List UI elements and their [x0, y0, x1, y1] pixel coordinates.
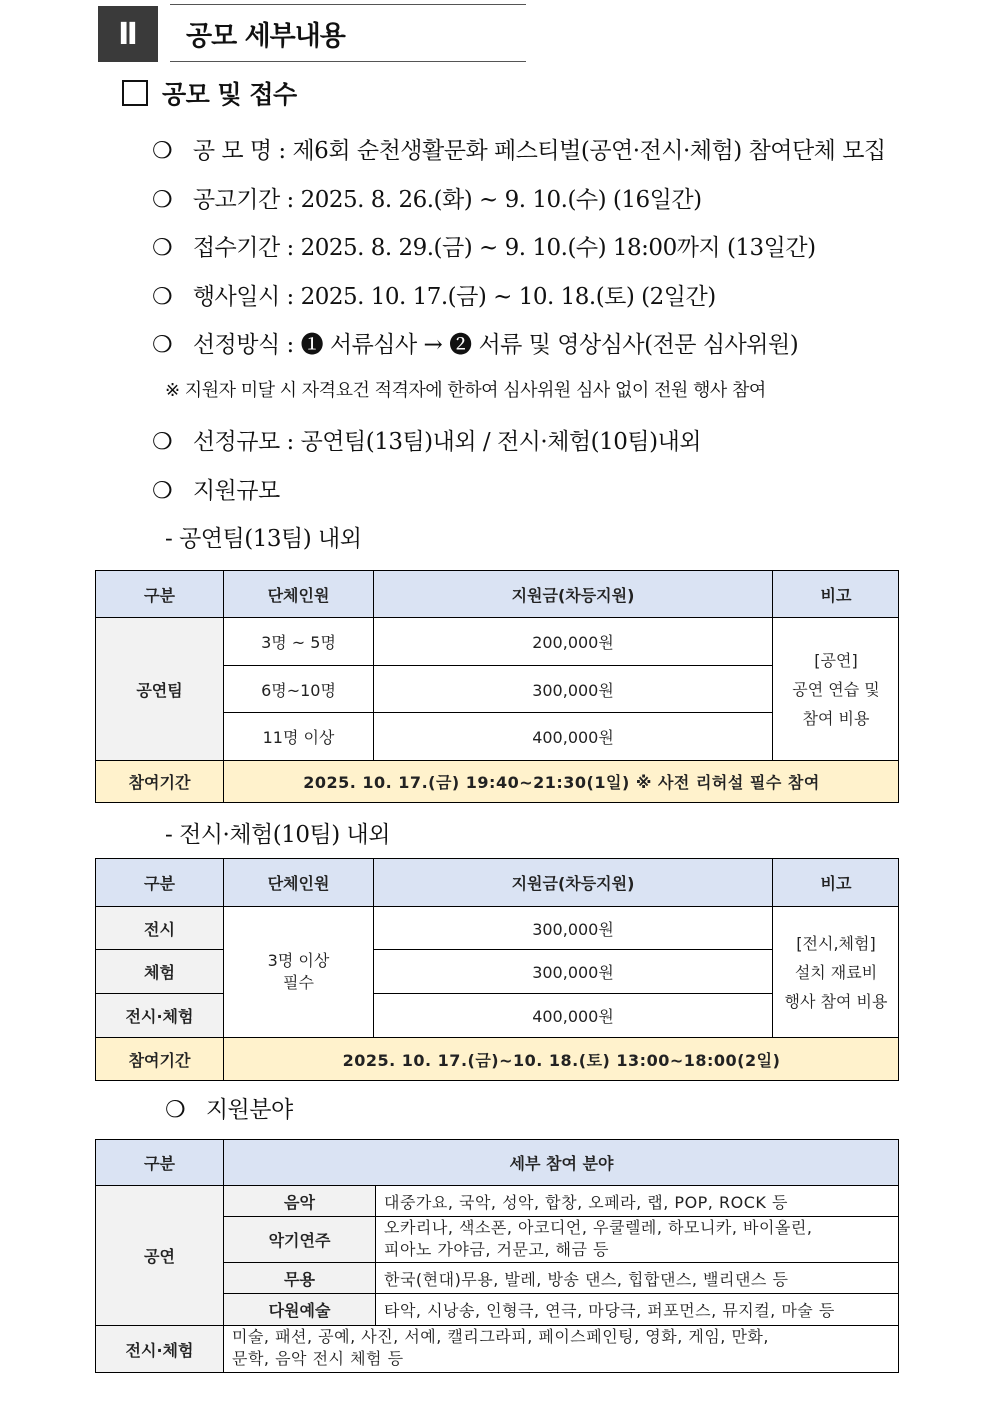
group-size-cell: 3명 ~ 5명 — [223, 617, 373, 665]
item-value: ❶ 서류심사 → ❷ 서류 및 영상심사(전문 심사위원) — [300, 332, 799, 358]
item-label: 선정방식 : — [192, 332, 294, 358]
remark-cell — [772, 617, 899, 760]
header-remark: 비고 — [772, 858, 899, 906]
item-contest-name — [152, 132, 886, 165]
field-name-cell: 무용 — [223, 1262, 375, 1293]
item-value: 제6회 순천생활문화 페스티벌(공연·전시·체험) 참여단체 모집 — [292, 138, 886, 164]
item-selection-scale — [152, 423, 701, 456]
header-category: 구분 — [95, 570, 223, 617]
square-bullet-icon — [122, 80, 148, 106]
header-category: 구분 — [95, 858, 223, 906]
item-label: 행사일시 : — [192, 284, 294, 310]
item-label: 접수기간 : — [192, 235, 294, 261]
item-value: 2025. 8. 26.(화) ~ 9. 10.(수) (16일간) — [300, 187, 702, 213]
header-detail: 세부 참여 분야 — [223, 1139, 899, 1185]
item-notice-period — [152, 181, 702, 214]
funding-cell: 300,000원 — [373, 906, 772, 949]
circle-bullet-icon: ❍ — [152, 235, 173, 261]
circle-bullet-icon: ❍ — [152, 478, 173, 504]
category-cell-exhibition: 전시·체험 — [95, 1325, 223, 1372]
category-cell: 체험 — [95, 949, 223, 993]
circle-bullet-icon: ❍ — [165, 1097, 186, 1123]
detail-line: 문학, 음악 전시 체험 등 — [232, 1349, 404, 1368]
field-detail-cell — [375, 1216, 899, 1262]
header-remark: 비고 — [772, 570, 899, 617]
section-header — [98, 4, 526, 62]
field-detail-cell: 대중가요, 국악, 성악, 합창, 오페라, 랩, POP, ROCK 등 — [375, 1185, 899, 1216]
exh-table-heading: - 전시·체험(10팀) 내외 — [165, 822, 390, 848]
item-selection-method — [152, 326, 798, 359]
group-size-line: 3명 이상 — [267, 951, 330, 970]
field-name-cell: 음악 — [223, 1185, 375, 1216]
item-label: 지원분야 — [205, 1097, 293, 1123]
category-cell-performance: 공연 — [95, 1185, 223, 1325]
item-event-date — [152, 278, 716, 311]
remark-line: [공연] — [814, 650, 858, 670]
header-group-size: 단체인원 — [223, 570, 373, 617]
section-title: 공모 세부내용 — [186, 21, 345, 52]
field-detail-cell: 한국(현대)무용, 발레, 방송 댄스, 힙합댄스, 밸리댄스 등 — [375, 1262, 899, 1293]
circle-bullet-icon: ❍ — [152, 138, 173, 164]
item-application-period — [152, 229, 816, 262]
perf-table-heading: - 공연팀(13팀) 내외 — [165, 526, 362, 552]
funding-cell: 200,000원 — [373, 617, 772, 665]
category-cell: 공연팀 — [95, 617, 223, 760]
period-value-cell: 2025. 10. 17.(금)~10. 18.(토) 13:00~18:00(2일) — [223, 1037, 899, 1080]
detail-line: 피아노 가야금, 거문고, 해금 등 — [384, 1240, 609, 1259]
item-value: 2025. 8. 29.(금) ~ 9. 10.(수) 18:00까지 (13일간) — [300, 235, 816, 261]
detail-line: 오카리나, 색소폰, 아코디언, 우쿨렐레, 하모니카, 바이올린, — [384, 1218, 813, 1237]
header-category: 구분 — [95, 1139, 223, 1185]
remark-line: [전시,체험] — [796, 933, 876, 953]
item-label: 선정규모 : — [192, 429, 294, 455]
header-funding: 지원금(차등지원) — [373, 858, 772, 906]
category-cell: 전시 — [95, 906, 223, 949]
funding-cell: 300,000원 — [373, 949, 772, 993]
circle-bullet-icon: ❍ — [152, 332, 173, 358]
circle-bullet-icon: ❍ — [152, 187, 173, 213]
period-label-cell: 참여기간 — [95, 760, 223, 802]
remark-line: 행사 참여 비용 — [784, 991, 888, 1011]
field-name-cell: 다원예술 — [223, 1293, 375, 1325]
circle-bullet-icon: ❍ — [152, 429, 173, 455]
group-size-cell: 6명~10명 — [223, 665, 373, 712]
circle-bullet-icon: ❍ — [152, 284, 173, 310]
header-funding: 지원금(차등지원) — [373, 570, 772, 617]
field-detail-cell: 타악, 시낭송, 인형극, 연극, 마당극, 퍼포먼스, 뮤지컬, 마술 등 — [375, 1293, 899, 1325]
item-label: 지원규모 — [192, 478, 280, 504]
category-cell: 전시·체험 — [95, 993, 223, 1037]
item-value: 2025. 10. 17.(금) ~ 10. 18.(토) (2일간) — [300, 284, 716, 310]
period-label-cell: 참여기간 — [95, 1037, 223, 1080]
item-support-scale — [152, 472, 280, 505]
item-label: 공 모 명 : — [192, 138, 286, 164]
remark-line: 참여 비용 — [802, 708, 870, 728]
funding-cell: 300,000원 — [373, 665, 772, 712]
item-value: 공연팀(13팀)내외 / 전시·체험(10팀)내외 — [300, 429, 702, 455]
section-number-badge: Ⅱ — [98, 6, 158, 62]
field-detail-cell — [223, 1325, 899, 1372]
selection-note: ※ 지원자 미달 시 자격요건 적격자에 한하여 심사위원 심사 없이 전원 행사 참여 — [165, 380, 766, 401]
header-group-size: 단체인원 — [223, 858, 373, 906]
header-bottom-rule — [170, 61, 526, 62]
remark-line: 설치 재료비 — [794, 962, 878, 982]
period-value-cell: 2025. 10. 17.(금) 19:40~21:30(1일) ※ 사전 리허설 필수 참여 — [223, 760, 899, 802]
remark-cell — [772, 906, 899, 1037]
remark-line: 공연 연습 및 — [792, 679, 880, 699]
header-top-rule — [170, 4, 526, 5]
item-label: 공고기간 : — [192, 187, 294, 213]
group-size-line: 필수 — [283, 973, 314, 992]
subsection-heading — [122, 76, 297, 110]
group-size-cell — [223, 906, 373, 1037]
funding-cell: 400,000원 — [373, 712, 772, 760]
field-name-cell: 악기연주 — [223, 1216, 375, 1262]
group-size-cell: 11명 이상 — [223, 712, 373, 760]
funding-cell: 400,000원 — [373, 993, 772, 1037]
detail-line: 미술, 패션, 공예, 사진, 서예, 캘리그라피, 페이스페인팅, 영화, 게임, 만화, — [232, 1327, 769, 1346]
item-support-field — [165, 1091, 293, 1124]
subsection-title: 공모 및 접수 — [162, 80, 297, 109]
